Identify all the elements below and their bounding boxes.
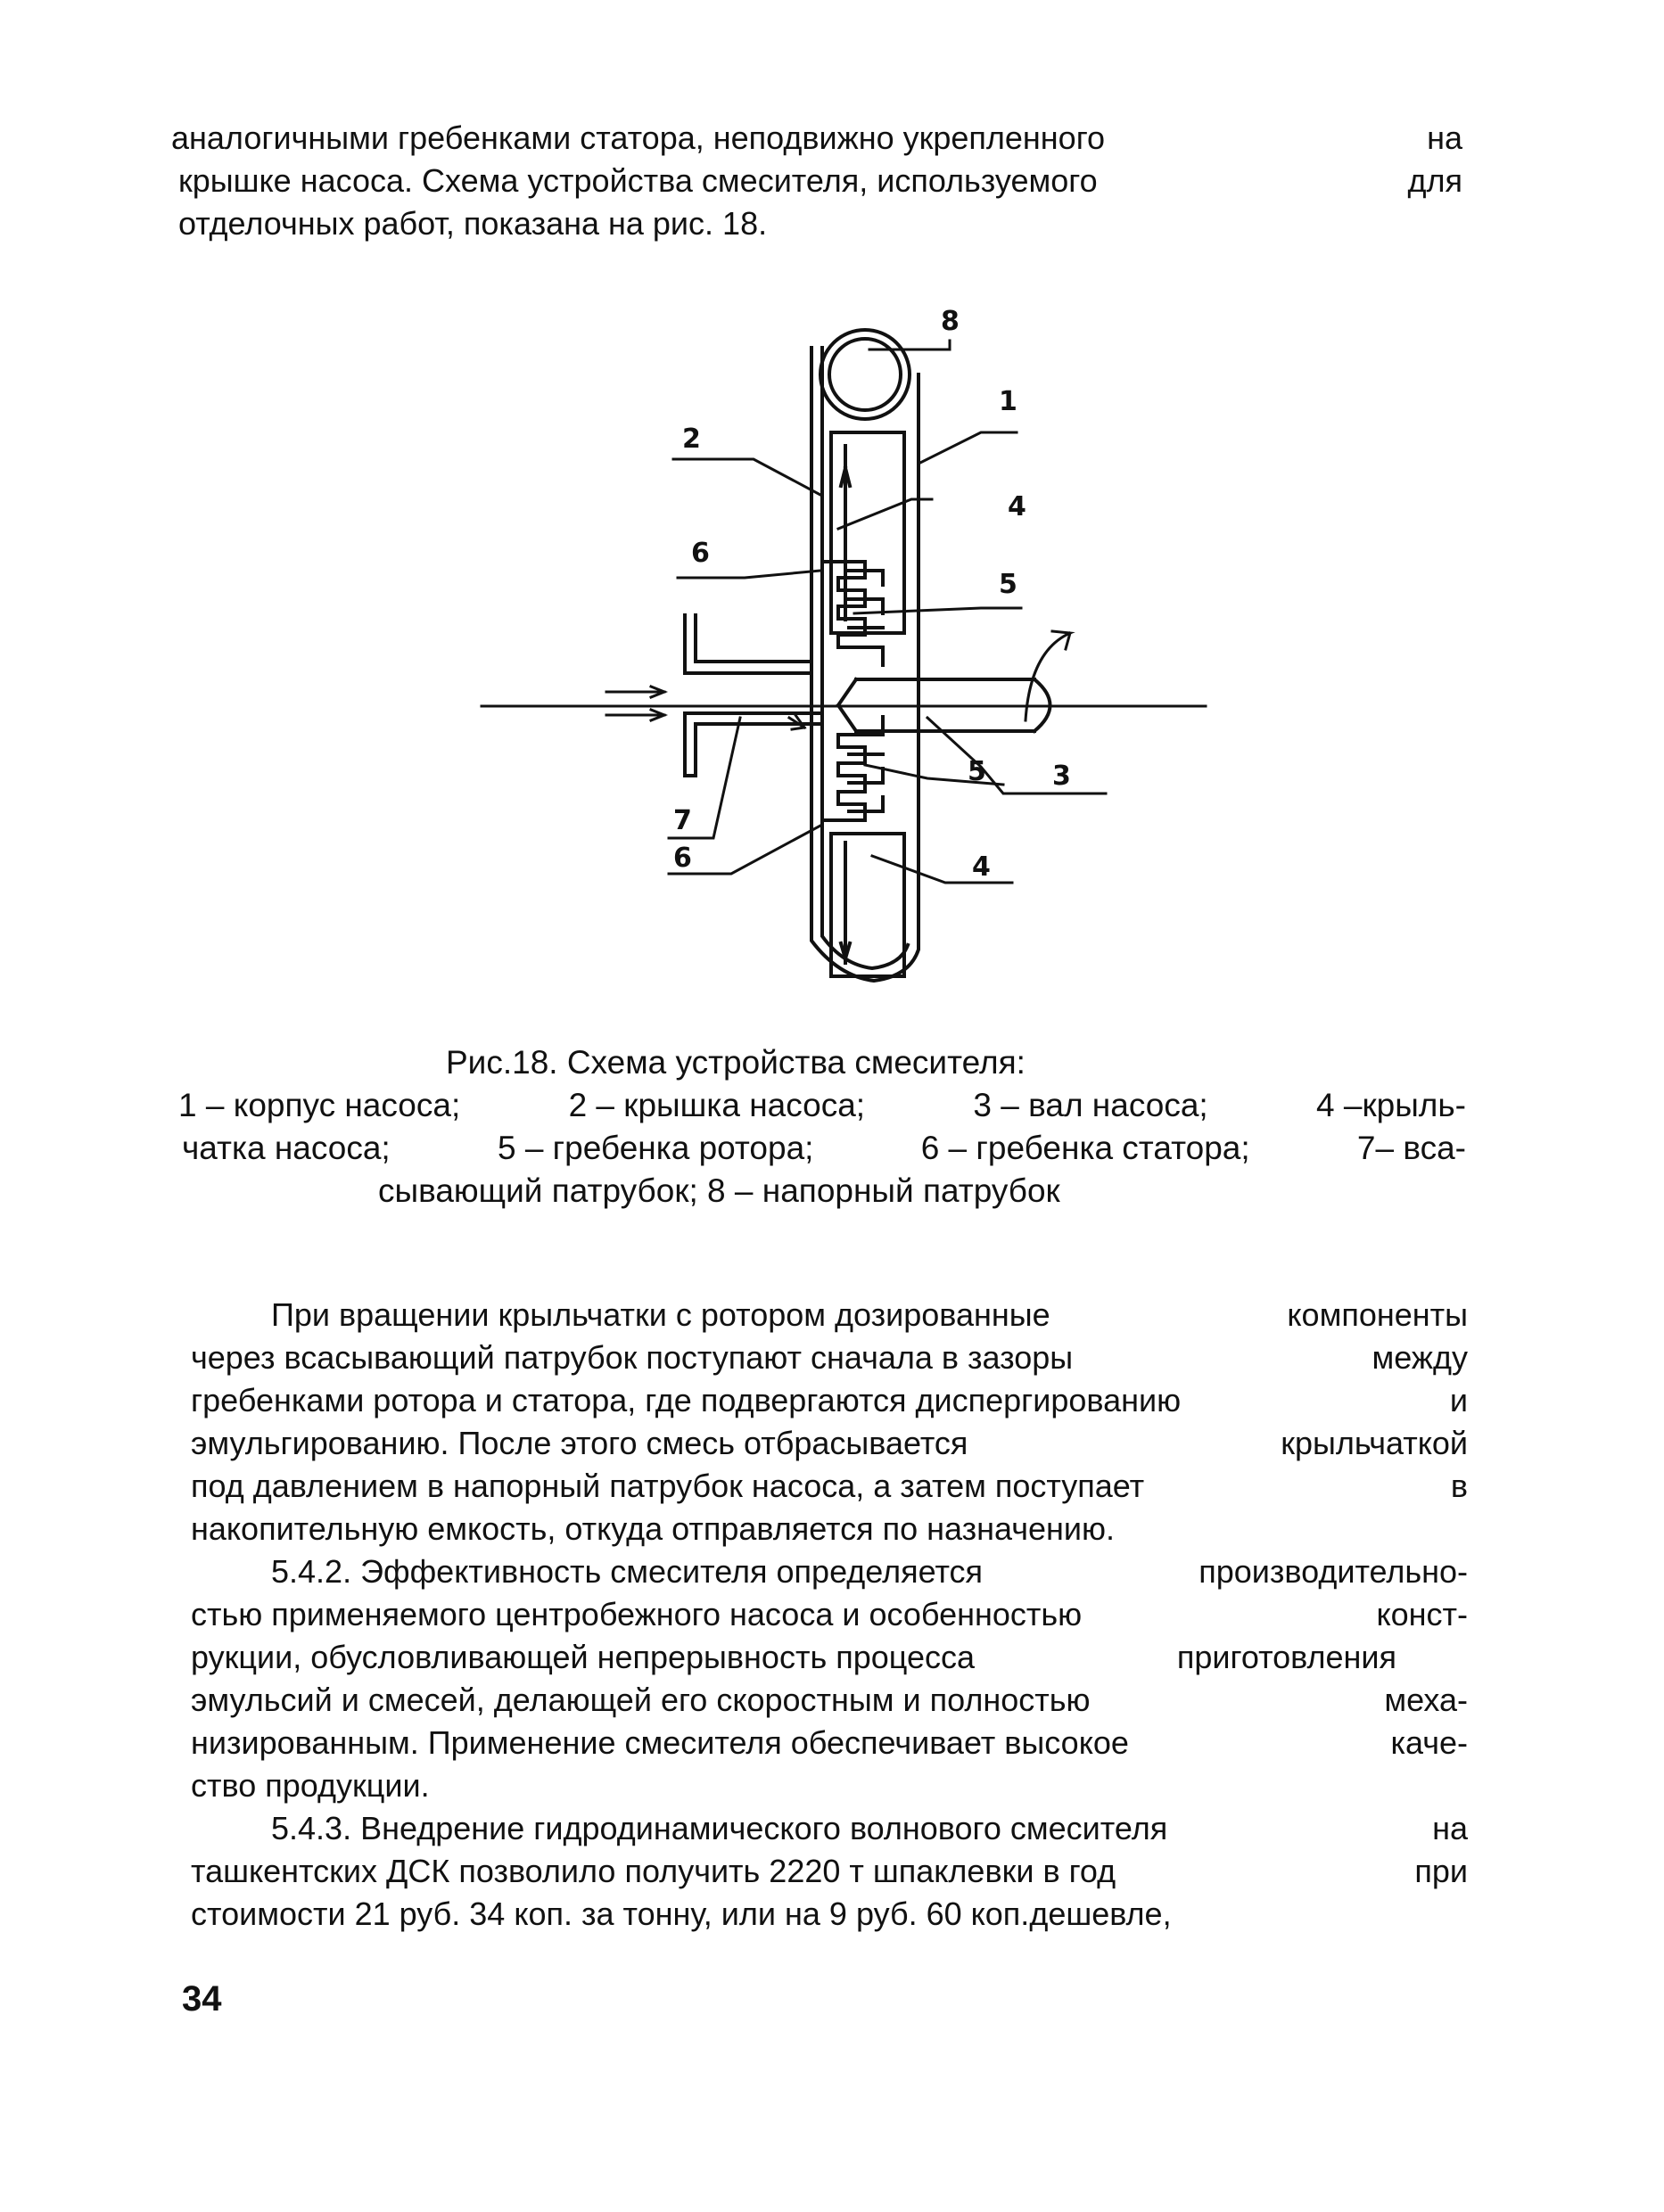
mixer-diagram-svg <box>446 294 1231 1007</box>
p1-line-3: гребенками ротора и статора, где подвергаются диспергированию и <box>191 1382 1468 1418</box>
label-2: 2 <box>682 423 701 455</box>
p1-line-1: При вращении крыльчатки с ротором дозированные компоненты <box>271 1296 1468 1333</box>
label-6-lower: 6 <box>673 843 692 874</box>
figure-caption-line-3: сывающий патрубок; 8 – напорный патрубок <box>378 1172 1060 1209</box>
top-line-1: аналогичными гребенками статора, неподвижно укрепленного на <box>171 119 1462 156</box>
pump-cover <box>822 348 908 968</box>
mixer-diagram <box>446 294 1231 1007</box>
impeller-upper <box>831 432 904 633</box>
p2-line-3: рукции, обусловливающей непрерывность процесса приготовления <box>191 1639 1396 1675</box>
p1-line-5: под давлением в напорный патрубок насоса, а затем поступает в <box>191 1468 1468 1504</box>
p3-line-1: 5.4.3. Внедрение гидродинамического волнового смесителя на <box>271 1810 1468 1846</box>
p2-line-4: эмульсий и смесей, делающей его скоростным и полностью меха- <box>191 1682 1468 1718</box>
figure-caption-line-2: чатка насоса; 5 – гребенка ротора; 6 – гребенка статора; 7– вса- <box>182 1130 1466 1166</box>
label-7: 7 <box>673 805 692 836</box>
p2-line-1: 5.4.2. Эффективность смесителя определяется производительно- <box>271 1553 1468 1590</box>
top-line-2: крышке насоса. Схема устройства смесителя, используемого для <box>178 162 1462 199</box>
label-6-upper: 6 <box>691 538 710 569</box>
label-8: 8 <box>941 306 960 337</box>
figure-caption-line-1: 1 – корпус насоса; 2 – крышка насоса; 3 – вал насоса; 4 –крыль- <box>178 1087 1466 1123</box>
discharge-pipe <box>820 330 910 419</box>
label-5-lower: 5 <box>968 756 986 787</box>
p1-line-6: накопительную емкость, откуда отправляется по назначению. <box>191 1510 1116 1547</box>
top-line-3: отделочных работ, показана на рис. 18. <box>178 205 768 242</box>
p2-line-6: ство продукции. <box>191 1767 430 1804</box>
p3-line-2: ташкентских ДСК позволило получить 2220 т шпаклевки в год при <box>191 1853 1468 1889</box>
label-1: 1 <box>999 386 1017 417</box>
figure-caption-title: Рис.18. Схема устройства смесителя: <box>446 1044 1026 1081</box>
suction-pipe <box>685 615 811 673</box>
label-5-upper: 5 <box>999 569 1017 600</box>
label-4-lower: 4 <box>972 851 991 883</box>
p2-line-5: низированным. Применение смесителя обеспечивает высокое каче- <box>191 1724 1468 1761</box>
p1-line-4: эмульгированию. После этого смесь отбрасывается крыльчаткой <box>191 1425 1468 1461</box>
label-4-upper: 4 <box>1008 491 1026 522</box>
p3-line-3: стоимости 21 руб. 34 коп. за тонну, или на 9 руб. 60 коп.дешевле, <box>191 1895 1172 1932</box>
p2-line-2: стью применяемого центробежного насоса и особенностью конст- <box>191 1596 1468 1632</box>
page-number: 34 <box>182 1979 222 2019</box>
p1-line-2: через всасывающий патрубок поступают сначала в зазоры между <box>191 1339 1468 1376</box>
label-3: 3 <box>1052 761 1071 792</box>
